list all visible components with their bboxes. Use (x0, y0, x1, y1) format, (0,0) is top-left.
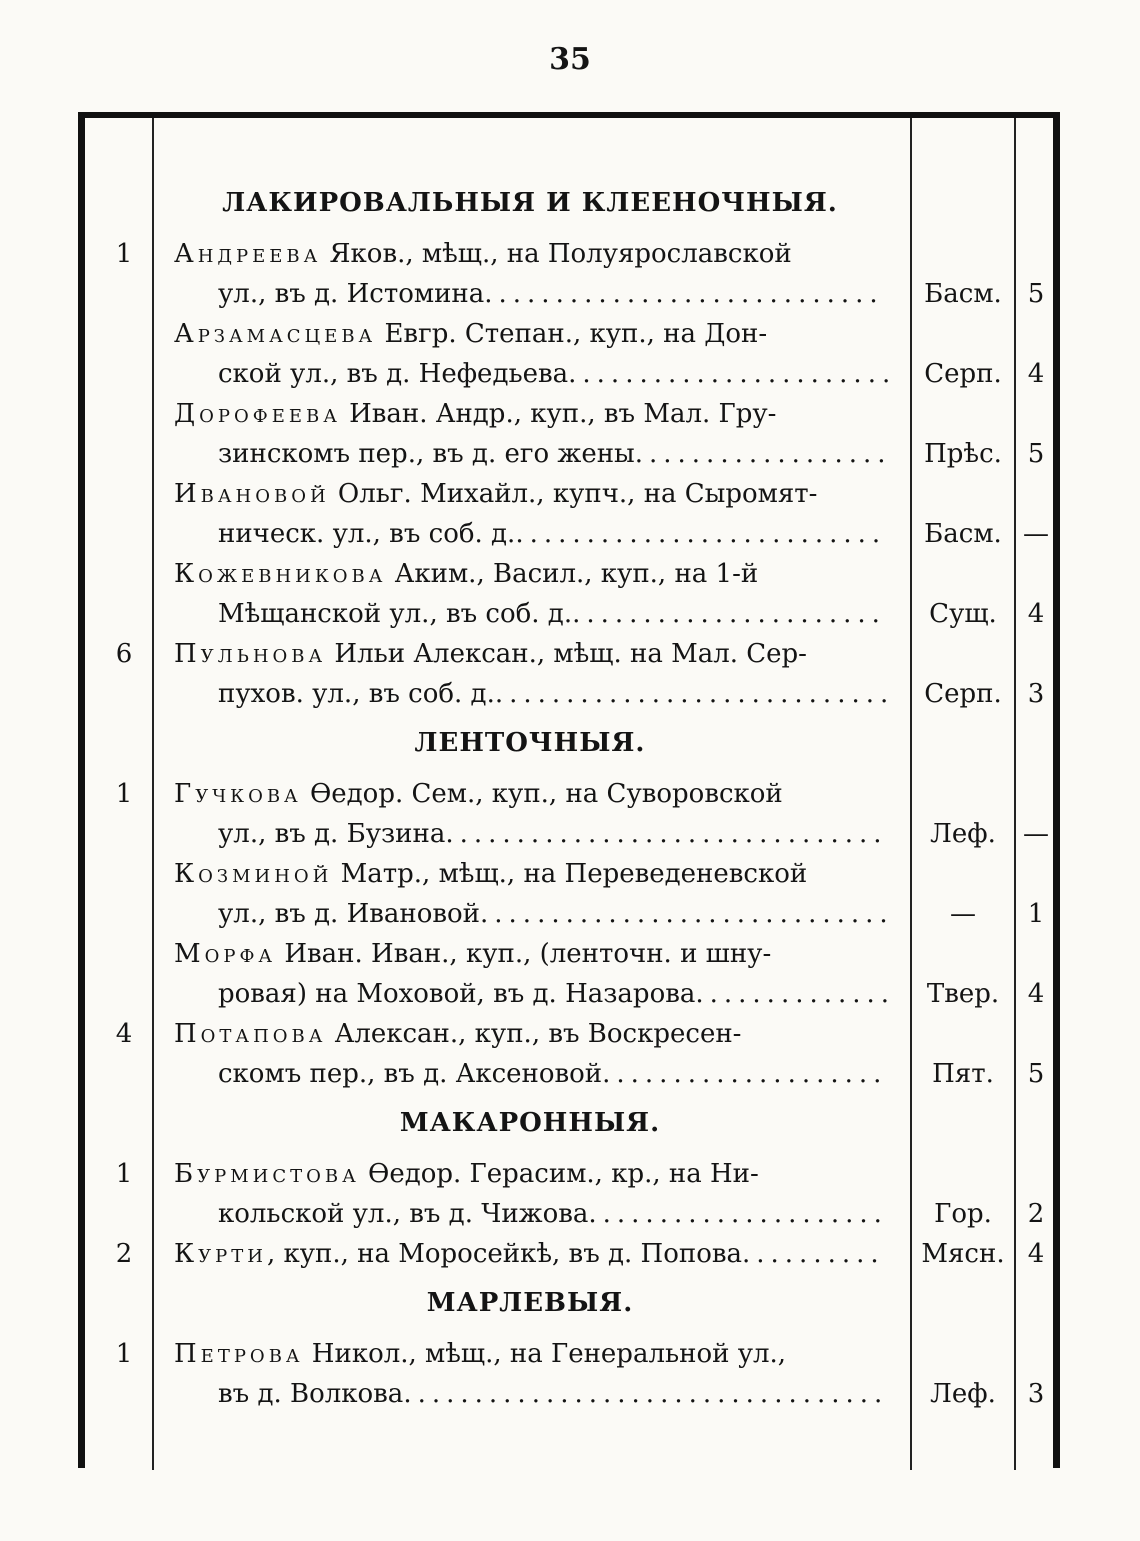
entry-name: Ивановой (174, 479, 330, 509)
entry-description: Ѳедор. Герасим., кр., на Ни- (359, 1159, 759, 1189)
entry-first-line (174, 774, 783, 814)
entry-district: Твер. (926, 979, 1000, 1009)
entry-address-text: ровая) на Моховой, въ д. Назарова (218, 979, 696, 1009)
entry-first-line (174, 1234, 885, 1274)
dot-leader: ............................ (494, 679, 895, 709)
entry-district: Леф. (930, 1379, 996, 1409)
entry-district: Мясн. (921, 1239, 1005, 1269)
entry-part: 4 (1027, 1239, 1045, 1269)
entry-part: 3 (1027, 1379, 1045, 1409)
entry-part: — (1023, 519, 1049, 549)
entry-part: 1 (1027, 899, 1045, 929)
entry-description: , куп., на Моросейкѣ, въ д. Попова (266, 1239, 742, 1269)
dot-leader: ............................ (484, 279, 884, 309)
entry-first-line (174, 634, 807, 674)
entry-name: Бурмистова (174, 1159, 360, 1189)
section-heading: МАРЛЕВЫЯ. (426, 1288, 634, 1318)
dot-leader: .......... (742, 1239, 885, 1269)
entry-district: Серп. (924, 679, 1002, 709)
section-heading: МАКАРОННЫЯ. (399, 1108, 661, 1138)
entry-address-text: зинскомъ пер., въ д. его жены (218, 439, 635, 469)
entry-description: Никол., мѣщ., на Генеральной ул., (303, 1339, 787, 1369)
entry-part: 4 (1027, 359, 1045, 389)
entry-address (218, 674, 894, 714)
entry-name: Курти (174, 1239, 267, 1269)
entry-part: 4 (1027, 599, 1045, 629)
entry-count: 1 (115, 1339, 133, 1369)
entry-address-text: ул., въ д. Ивановой (218, 899, 481, 929)
entry-description: Ѳедор. Сем., куп., на Суворовской (301, 779, 783, 809)
dot-leader: ...................... (572, 599, 886, 629)
entry-address-text: кольской ул., въ д. Чижова (218, 1199, 589, 1229)
entry-address (218, 814, 888, 854)
entry-district: Серп. (924, 359, 1002, 389)
entry-district: Басм. (924, 519, 1002, 549)
entry-first-line (174, 1014, 741, 1054)
entry-first-line (174, 234, 792, 274)
entry-address (218, 594, 886, 634)
entry-address-text: скомъ пер., въ д. Аксеновой (218, 1059, 603, 1089)
entry-district: Гор. (934, 1199, 992, 1229)
dot-leader: ............................. (480, 899, 894, 929)
entry-district: Пят. (932, 1059, 994, 1089)
entry-first-line (174, 854, 807, 894)
entry-address-text: ул., въ д. Истомина (218, 279, 485, 309)
entry-name: Козминой (174, 859, 333, 889)
entry-first-line (174, 1334, 786, 1374)
entry-address-text: въ д. Волкова (218, 1379, 404, 1409)
entry-address (218, 894, 894, 934)
entry-address (218, 1194, 888, 1234)
entry-description: Иван. Андр., куп., въ Мал. Гру- (340, 399, 777, 429)
entry-name: Дорофеева (174, 399, 341, 429)
entry-first-line (174, 934, 771, 974)
dot-leader: .................................. (403, 1379, 889, 1409)
entry-part: 3 (1027, 679, 1045, 709)
entry-part: 4 (1027, 979, 1045, 1009)
entry-address (218, 1374, 888, 1414)
dot-leader: ............................... (445, 819, 888, 849)
entry-description: Евгр. Степан., куп., на Дон- (376, 319, 768, 349)
entry-first-line (174, 394, 776, 434)
entry-address (218, 974, 895, 1014)
entry-name: Андреева (174, 239, 322, 269)
entry-district: Басм. (924, 279, 1002, 309)
entry-address (218, 434, 892, 474)
entry-description: Яков., мѣщ., на Полуярославской (321, 239, 792, 269)
dot-leader: .................. (634, 439, 892, 469)
entry-address (218, 514, 886, 554)
column-rule-district (910, 118, 912, 1470)
entry-district: Леф. (930, 819, 996, 849)
dot-leader: .................... (602, 1059, 888, 1089)
page-number: 35 (549, 42, 591, 77)
entry-address (218, 274, 884, 314)
entry-part: 5 (1027, 1059, 1045, 1089)
entry-description: Матр., мѣщ., на Переведеневской (332, 859, 808, 889)
entry-description: Иван. Иван., куп., (ленточн. и шну- (276, 939, 772, 969)
section-heading: ЛЕНТОЧНЫЯ. (414, 728, 646, 758)
entry-description: Ильи Алексан., мѣщ. на Мал. Сер- (326, 639, 807, 669)
entry-name: Петрова (174, 1339, 304, 1369)
entry-description: Аким., Васил., куп., на 1-й (386, 559, 759, 589)
entry-count: 1 (115, 1159, 133, 1189)
entry-description: Ольг. Михайл., купч., на Сыромят- (329, 479, 818, 509)
entry-name: Кожевникова (174, 559, 387, 589)
entry-address-text: ской ул., въ д. Нефедьева (218, 359, 569, 389)
entry-count: 1 (115, 779, 133, 809)
entry-part: 2 (1027, 1199, 1045, 1229)
entry-name: Пульнова (174, 639, 327, 669)
entry-name: Морфа (174, 939, 277, 969)
entry-address (218, 1054, 887, 1094)
entry-count: 2 (115, 1239, 133, 1269)
entry-name: Гучкова (174, 779, 302, 809)
entry-address-text: ул., въ д. Бузина (218, 819, 446, 849)
entry-part: 5 (1027, 439, 1045, 469)
entry-first-line (174, 314, 767, 354)
dot-leader: .......................... (515, 519, 887, 549)
dot-leader: ..................... (588, 1199, 888, 1229)
entry-address-text: Мѣщанской ул., въ соб. д. (218, 599, 573, 629)
entry-first-line (174, 554, 758, 594)
entry-count: 6 (115, 639, 133, 669)
entry-description: Алексан., куп., въ Воскресен- (326, 1019, 742, 1049)
entry-address-text: ническ. ул., въ соб. д. (218, 519, 516, 549)
entry-district: — (950, 899, 976, 929)
entry-address (218, 354, 896, 394)
entry-name: Потапова (174, 1019, 327, 1049)
column-rule-part (1014, 118, 1016, 1470)
entry-first-line (174, 1154, 759, 1194)
entry-part: 5 (1027, 279, 1045, 309)
entry-first-line (174, 474, 817, 514)
entry-address-text: пухов. ул., въ соб. д. (218, 679, 495, 709)
dot-leader: .............. (695, 979, 896, 1009)
entry-name: Арзамасцева (174, 319, 377, 349)
entry-count: 4 (115, 1019, 133, 1049)
column-rule-number (152, 118, 154, 1470)
dot-leader: ....................... (568, 359, 897, 389)
entry-count: 1 (115, 239, 133, 269)
entry-district: Сущ. (929, 599, 997, 629)
section-heading: ЛАКИРОВАЛЬНЫЯ И КЛЕЕНОЧНЫЯ. (222, 188, 838, 218)
entry-part: — (1023, 819, 1049, 849)
entry-district: Прѣс. (924, 439, 1002, 469)
